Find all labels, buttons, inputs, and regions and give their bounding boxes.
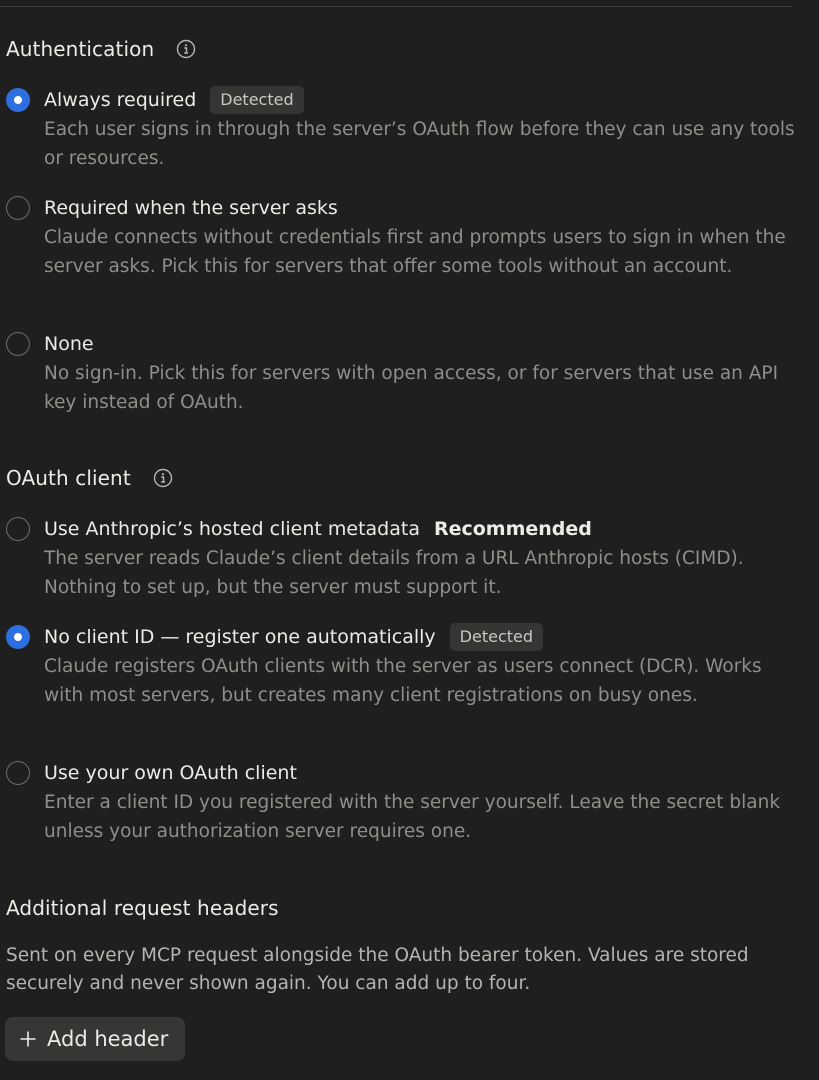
detected-badge: Detected [450,623,543,651]
headers-description: Sent on every MCP request alongside the OAuth bearer token. Values are stored securely and never shown again. You can add up to four. [6,945,749,994]
radio-auto-register[interactable] [6,625,30,649]
top-divider [0,6,792,7]
radio-always-required[interactable] [6,88,30,112]
info-icon[interactable] [153,468,173,488]
headers-title [6,895,279,921]
option-label: No client ID — register one automatically [44,626,436,648]
option-description: Enter a client ID you registered with the server yourself. Leave the secret blank unless your authorization server requires one. [44,792,781,842]
headers-title-text: Additional request headers [6,896,279,920]
radio-none[interactable] [6,332,30,356]
authentication-title [6,36,196,62]
oauth-client-title-text: OAuth client [6,466,131,490]
add-header-button[interactable] [5,1017,185,1061]
option-label: Required when the server asks [44,197,338,219]
option-description: Claude connects without credentials first and prompts users to sign in when the server asks. Pick this for servers that offer some tools without an account. [44,227,786,277]
option-label: Use Anthropic’s hosted client metadata [44,518,420,540]
add-header-label: Add header [47,1027,169,1051]
recommended-label: Recommended [433,518,592,540]
option-description: Each user signs in through the server’s OAuth flow before they can use any tools or resources. [44,119,795,169]
radio-own-client[interactable] [6,761,30,785]
info-icon[interactable] [176,39,196,59]
option-label: Use your own OAuth client [44,762,297,784]
authentication-title-text: Authentication [6,37,155,61]
radio-hosted-metadata[interactable] [6,517,30,541]
option-label: None [44,333,94,355]
radio-required-when-asked[interactable] [6,196,30,220]
option-label: Always required [44,89,197,111]
option-description: The server reads Claude’s client details from a URL Anthropic hosts (CIMD). Nothing to set up, but the server must support it. [44,548,744,598]
oauth-client-title [6,465,173,491]
option-description: Claude registers OAuth clients with the server as users connect (DCR). Works with most servers, but creates many client registrations on busy ones. [44,656,762,706]
plus-icon [19,1030,37,1048]
detected-badge: Detected [210,86,303,114]
option-description: No sign-in. Pick this for servers with open access, or for servers that use an API key instead of OAuth. [44,363,779,413]
